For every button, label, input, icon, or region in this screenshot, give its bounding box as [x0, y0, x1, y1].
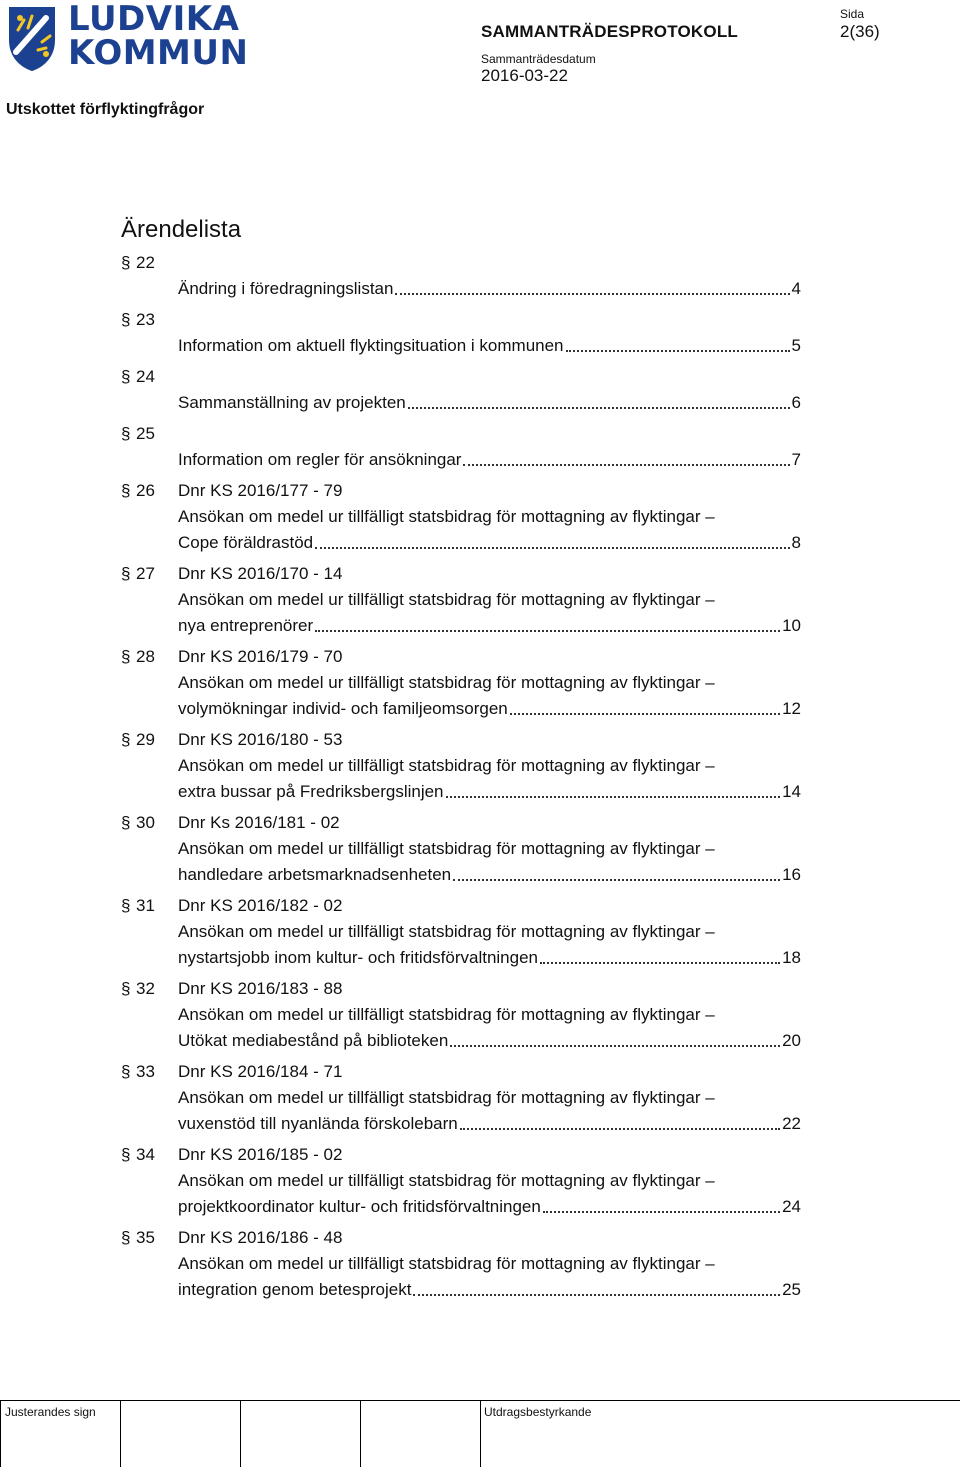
diarienummer: Dnr Ks 2016/181 - 02 [178, 813, 340, 832]
entry-page-number: 5 [791, 336, 801, 355]
entry-heading: Ansökan om medel ur tillfälligt statsbidrag för mottagning av flyktingar – [178, 1171, 715, 1190]
entry-title: nya entreprenörer [178, 616, 314, 635]
entry-title-line [178, 696, 801, 722]
paragraph-mark: § [121, 481, 131, 500]
entry-heading: Ansökan om medel ur tillfälligt statsbidrag för mottagning av flyktingar – [178, 507, 715, 526]
entry-title: Ändring i föredragningslistan [178, 279, 394, 298]
entry-title-line [178, 333, 801, 359]
paragraph-mark: § [121, 1062, 131, 1081]
document-type: SAMMANTRÄDESPROTOKOLL [481, 22, 738, 41]
entry-title: extra bussar på Fredriksbergslinjen [178, 782, 444, 801]
entry-title-line [178, 945, 801, 971]
entry-title: integration genom betesprojekt [178, 1280, 412, 1299]
paragraph-mark: § [121, 1228, 131, 1247]
entry-page-number: 18 [782, 948, 801, 967]
entry-title-line [178, 1194, 801, 1220]
sign-cell-3 [240, 1401, 361, 1467]
entry-title-line [178, 1277, 801, 1303]
diarienummer: Dnr KS 2016/180 - 53 [178, 730, 343, 749]
entry-page-number: 4 [791, 279, 801, 298]
dot-leader [395, 293, 789, 295]
paragraph-mark: § [121, 564, 131, 583]
paragraph-number: 29 [136, 730, 155, 749]
entry-title: nystartsjobb inom kultur- och fritidsförvaltningen [178, 948, 538, 967]
toc-entry [121, 561, 811, 639]
dot-leader [540, 962, 780, 964]
paragraph-mark: § [121, 813, 131, 832]
dot-leader [408, 407, 790, 409]
entry-title: Utökat mediabestånd på biblioteken [178, 1031, 449, 1050]
diarienummer: Dnr KS 2016/177 - 79 [178, 481, 343, 500]
entry-page-number: 10 [782, 616, 801, 635]
diarienummer: Dnr KS 2016/170 - 14 [178, 564, 343, 583]
toc-entry [121, 810, 811, 888]
entry-page-number: 25 [782, 1280, 801, 1299]
entry-title-line [178, 530, 801, 556]
paragraph-number: 26 [136, 481, 155, 500]
paragraph-number: 22 [136, 253, 155, 272]
paragraph-number: 28 [136, 647, 155, 666]
entry-title-line [178, 862, 801, 888]
diarienummer: Dnr KS 2016/184 - 71 [178, 1062, 343, 1081]
sign-cell-4 [360, 1401, 481, 1467]
entry-title-line [178, 447, 801, 473]
entry-title-line [178, 779, 801, 805]
entry-page-number: 24 [782, 1197, 801, 1216]
paragraph-number: 32 [136, 979, 155, 998]
entry-page-number: 22 [782, 1114, 801, 1133]
entry-title: Sammanställning av projekten [178, 393, 406, 412]
dot-leader [315, 630, 780, 632]
dot-leader [460, 1128, 780, 1130]
paragraph-number: 31 [136, 896, 155, 915]
toc-entry [121, 1225, 811, 1303]
entry-page-number: 12 [782, 699, 801, 718]
diarienummer: Dnr KS 2016/183 - 88 [178, 979, 343, 998]
paragraph-mark: § [121, 979, 131, 998]
paragraph-number: 27 [136, 564, 155, 583]
entry-page-number: 6 [791, 393, 801, 412]
toc-entry [121, 364, 811, 416]
diarienummer: Dnr KS 2016/185 - 02 [178, 1145, 343, 1164]
entry-heading: Ansökan om medel ur tillfälligt statsbidrag för mottagning av flyktingar – [178, 839, 715, 858]
entry-title: volymökningar individ- och familjeomsorgen [178, 699, 508, 718]
paragraph-mark: § [121, 424, 131, 443]
entry-page-number: 20 [782, 1031, 801, 1050]
toc-entry [121, 976, 811, 1054]
brand-wordmark [68, 0, 249, 73]
paragraph-mark: § [121, 730, 131, 749]
entry-title-line [178, 613, 801, 639]
dot-leader [450, 1045, 780, 1047]
paragraph-mark: § [121, 253, 131, 272]
dot-leader [510, 713, 780, 715]
ludvika-coat-of-arms-icon [6, 4, 58, 72]
paragraph-mark: § [121, 647, 131, 666]
entry-title-line [178, 276, 801, 302]
diarienummer: Dnr KS 2016/186 - 48 [178, 1228, 343, 1247]
justerandes-sign-label: Justerandes sign [5, 1405, 96, 1419]
toc-entry [121, 250, 811, 302]
entry-heading: Ansökan om medel ur tillfälligt statsbidrag för mottagning av flyktingar – [178, 1254, 715, 1273]
paragraph-number: 33 [136, 1062, 155, 1081]
paragraph-number: 25 [136, 424, 155, 443]
paragraph-number: 34 [136, 1145, 155, 1164]
entry-title: handledare arbetsmarknadsenheten [178, 865, 452, 884]
paragraph-number: 35 [136, 1228, 155, 1247]
entry-title-line [178, 390, 801, 416]
brand-line-ludvika: LUDVIKA [68, 0, 240, 39]
toc-entry [121, 307, 811, 359]
entry-title: Information om aktuell flyktingsituation i kommunen [178, 336, 564, 355]
toc-list [121, 250, 811, 1308]
entry-title: vuxenstöd till nyanlända förskolebarn [178, 1114, 458, 1133]
toc-entry [121, 1059, 811, 1137]
entry-title-line [178, 1111, 801, 1137]
toc-entry [121, 727, 811, 805]
toc-entry [121, 1142, 811, 1220]
entry-page-number: 7 [791, 450, 801, 469]
entry-heading: Ansökan om medel ur tillfälligt statsbidrag för mottagning av flyktingar – [178, 590, 715, 609]
diarienummer: Dnr KS 2016/179 - 70 [178, 647, 343, 666]
dot-leader [315, 547, 789, 549]
dot-leader [543, 1211, 780, 1213]
toc-entry [121, 893, 811, 971]
entry-page-number: 14 [782, 782, 801, 801]
paragraph-mark: § [121, 1145, 131, 1164]
brand-line-kommun: KOMMUN [68, 33, 249, 73]
dot-leader [413, 1294, 780, 1296]
paragraph-mark: § [121, 896, 131, 915]
entry-heading: Ansökan om medel ur tillfälligt statsbidrag för mottagning av flyktingar – [178, 1088, 715, 1107]
entry-title-line [178, 1028, 801, 1054]
paragraph-mark: § [121, 367, 131, 386]
entry-page-number: 8 [791, 533, 801, 552]
utdragsbestyrkande-label: Utdragsbestyrkande [484, 1405, 592, 1419]
paragraph-mark: § [121, 310, 131, 329]
toc-title: Ärendelista [121, 216, 242, 243]
dot-leader [463, 464, 789, 466]
paragraph-number: 30 [136, 813, 155, 832]
paragraph-number: 24 [136, 367, 155, 386]
page-number: 2(36) [840, 22, 880, 41]
entry-title: projektkoordinator kultur- och fritidsförvaltningen [178, 1197, 541, 1216]
entry-page-number: 16 [782, 865, 801, 884]
entry-heading: Ansökan om medel ur tillfälligt statsbidrag för mottagning av flyktingar – [178, 922, 715, 941]
meeting-date-value: 2016-03-22 [481, 66, 568, 85]
signature-footer [0, 1400, 960, 1467]
committee-name: Utskottet förflyktingfrågor [6, 101, 205, 118]
page-label: Sida [840, 7, 865, 21]
entry-heading: Ansökan om medel ur tillfälligt statsbidrag för mottagning av flyktingar – [178, 673, 715, 692]
dot-leader [566, 350, 790, 352]
sign-cell-2 [120, 1401, 241, 1467]
dot-leader [446, 796, 781, 798]
entry-heading: Ansökan om medel ur tillfälligt statsbidrag för mottagning av flyktingar – [178, 756, 715, 775]
dot-leader [453, 879, 780, 881]
entry-title: Cope föräldrastöd [178, 533, 314, 552]
paragraph-number: 23 [136, 310, 155, 329]
toc-entry [121, 421, 811, 473]
entry-title: Information om regler för ansökningar [178, 450, 462, 469]
toc-entry [121, 478, 811, 556]
meeting-date-label: Sammanträdesdatum [481, 52, 596, 66]
entry-heading: Ansökan om medel ur tillfälligt statsbidrag för mottagning av flyktingar – [178, 1005, 715, 1024]
toc-entry [121, 644, 811, 722]
diarienummer: Dnr KS 2016/182 - 02 [178, 896, 343, 915]
